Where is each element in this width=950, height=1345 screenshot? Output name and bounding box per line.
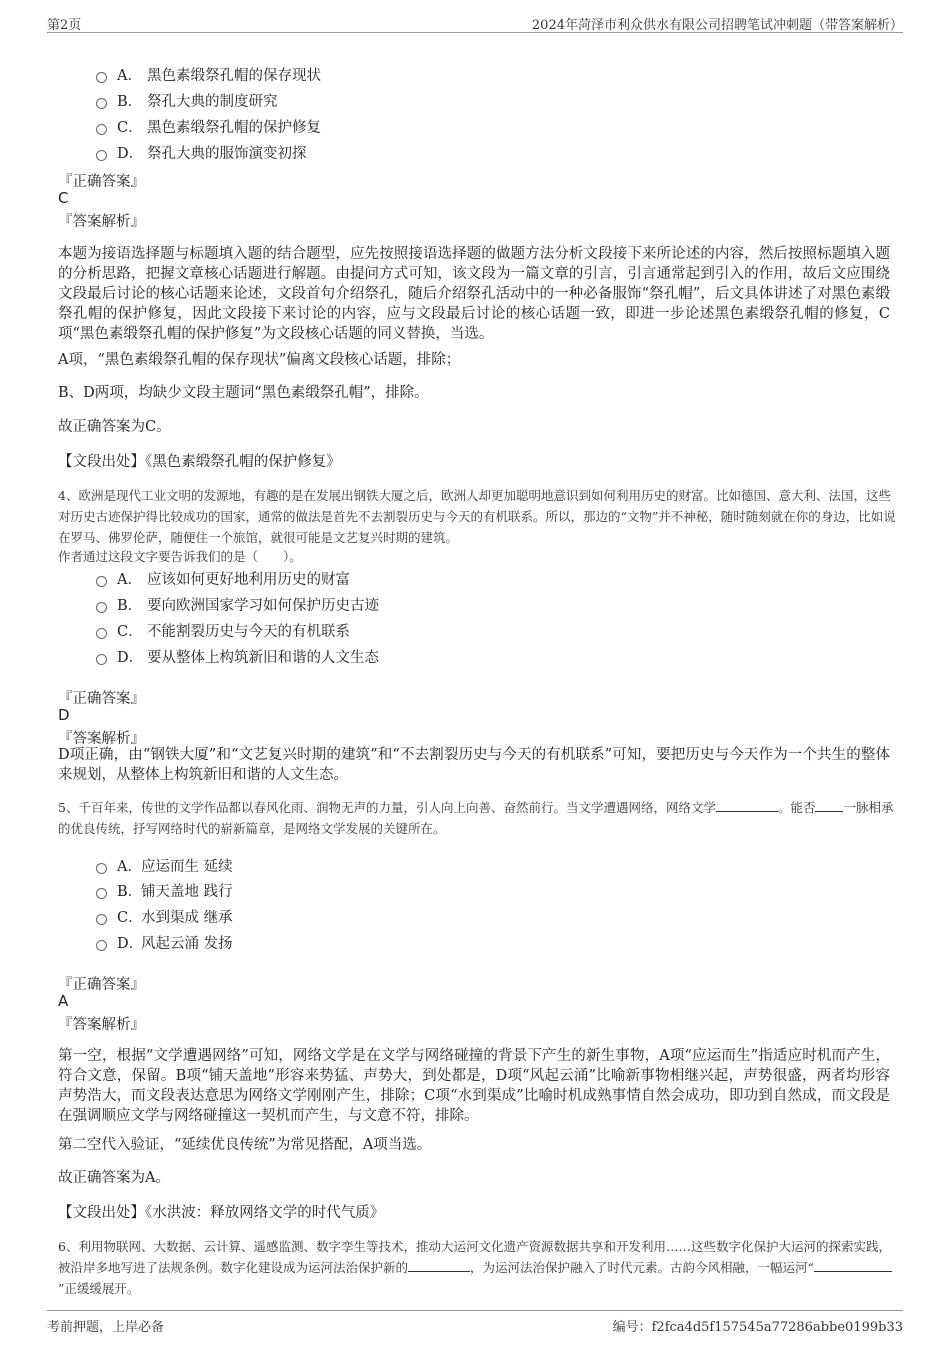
q3-option-d[interactable]: D． 祭孔大典的服饰演变初探 — [96, 141, 307, 163]
radio-icon[interactable] — [96, 863, 107, 874]
q5-option-b[interactable]: B． 铺天盖地 践行 — [96, 879, 233, 901]
q3-correct-answer-label: 『正确答案』 — [58, 174, 145, 190]
page-header — [47, 12, 903, 33]
radio-icon[interactable] — [96, 940, 107, 951]
q3-line-bd: B、D两项，均缺少文段主题词“黑色素缎祭孔帽”，排除。 — [58, 385, 429, 401]
page-number: 第2页 — [47, 18, 82, 33]
q5-answer: A — [58, 992, 69, 1010]
radio-icon[interactable] — [96, 602, 107, 613]
radio-icon[interactable] — [96, 124, 107, 135]
q3-source: 【文段出处】《黑色素缎祭孔帽的保护修复》 — [58, 454, 341, 470]
q4-option-d[interactable]: D． 要从整体上构筑新旧和谐的人文生态 — [96, 645, 379, 667]
footer-slogan: 考前押题，上岸必备 — [47, 1320, 165, 1335]
radio-icon[interactable] — [96, 888, 107, 899]
blank-2[interactable] — [815, 797, 843, 812]
document-title: 2024年菏泽市利众供水有限公司招聘笔试冲刺题（带答案解析） — [531, 18, 903, 33]
radio-icon[interactable] — [96, 98, 107, 109]
q5-analysis: 第一空，根据“文学遭遇网络”可知，网络文学是在文学与网络碰撞的背景下产生的新生事物，A项“应运而生”指适应时机而产生，符合文意，保留。B项“铺天盖地”形容来势猛、声势大，到处都是，D项“风起云涌”比喻新事物相继兴起，声势很盛，两者均形容声势浩大，而文段表达意思为网络文学刚刚产生，排除；C项“水到渠成”比喻时机成熟事情自然会成功，即功到自然成，而文段是在强调顺应文学与网络碰撞这一契机而产生，与文意不符，排除。 — [58, 1048, 890, 1124]
q4-analysis-label: 『答案解析』 — [58, 731, 145, 747]
q4-correct-answer-label: 『正确答案』 — [58, 691, 145, 707]
q5-option-c[interactable]: C． 水到渠成 继承 — [96, 905, 233, 927]
q5-conclusion: 故正确答案为A。 — [58, 1170, 170, 1186]
q3-conclusion: 故正确答案为C。 — [58, 419, 171, 435]
q4-option-a[interactable]: A． 应该如何更好地利用历史的财富 — [96, 567, 350, 589]
q3-line-a: A项，“黑色素缎祭孔帽的保存现状”偏离文段核心话题，排除； — [58, 352, 461, 368]
q4-option-b[interactable]: B． 要向欧洲国家学习如何保护历史古迹 — [96, 593, 379, 615]
q5-analysis-label: 『答案解析』 — [58, 1017, 145, 1033]
blank-1[interactable] — [716, 797, 778, 812]
radio-icon[interactable] — [96, 72, 107, 83]
q4-option-c[interactable]: C． 不能割裂历史与今天的有机联系 — [96, 619, 350, 641]
radio-icon[interactable] — [96, 576, 107, 587]
q3-option-a[interactable]: A． 黑色素缎祭孔帽的保存现状 — [96, 63, 321, 85]
radio-icon[interactable] — [96, 628, 107, 639]
q4-analysis: D项正确，由“钢铁大厦”和“文艺复兴时期的建筑”和“不去割裂历史与今天的有机联系”可知，要把历史与今天作为一个共生的整体来规划，从整体上构筑新旧和谐的人文生态。 — [58, 747, 890, 783]
q5-source: 【文段出处】《水洪波：释放网络文学的时代气质》 — [58, 1205, 385, 1221]
q3-analysis: 本题为接语选择题与标题填入题的结合题型，应先按照接语选择题的做题方法分析文段接下来所论述的内容，然后按照标题填入题的分析思路，把握文章核心话题进行解题。由提问方式可知，该文段为一篇文章的引言，引言通常起到引入的作用，故后文应围绕文段最后讨论的核心话题来论述，文段首句介绍祭孔，随后介绍祭孔活动中的一种必备服饰“祭孔帽”，后文具体讲述了对黑色素缎祭孔帽的保护修复，因此文段接下来讨论的内容，应与文段最后讨论的核心话题一致，即进一步论述黑色素缎祭孔帽的修复，C项“黑色素缎祭孔帽的保护修复”为文段核心话题的同义替换，当选。 — [58, 246, 890, 342]
q5-stem: 5、千百年来，传世的文学作品都以春风化雨、润物无声的力量，引人向上向善、奋然前行。当文学遭遇网络，网络文学 。能否 一脉相承的优良传统，抒写网络时代的崭新篇章，是网络文学发展的关键所在。 — [58, 797, 898, 839]
q4-stem: 4、欧洲是现代工业文明的发源地，有趣的是在发展出钢铁大厦之后，欧洲人却更加聪明地意识到如何利用历史的财富。比如德国、意大利、法国，这些对历史古迹保护得比较成功的国家，通常的做法是首先不去割裂历史与今天的有机联系。所以，那边的“文物”并不神秘，随时随刻就在你的身边，比如说在罗马、佛罗伦萨，随便住一个旅馆，就很可能是文艺复兴时期的建筑。 — [58, 488, 896, 545]
q5-option-d[interactable]: D． 风起云涌 发扬 — [96, 931, 233, 953]
document-id: 编号：f2fca4d5f157545a77286abbe0199b33 — [612, 1320, 903, 1335]
q3-answer: C — [58, 189, 69, 207]
q5-second-blank: 第二空代入验证，“延续优良传统”为常见搭配，A项当选。 — [58, 1137, 432, 1153]
radio-icon[interactable] — [96, 914, 107, 925]
q3-analysis-label: 『答案解析』 — [58, 214, 145, 230]
page-footer — [47, 1310, 903, 1335]
blank-2[interactable] — [814, 1257, 892, 1272]
q5-correct-answer-label: 『正确答案』 — [58, 977, 145, 993]
q5-option-a[interactable]: A． 应运而生 延续 — [96, 854, 233, 876]
q3-option-c[interactable]: C． 黑色素缎祭孔帽的保护修复 — [96, 115, 321, 137]
q6-stem: 6、利用物联网、大数据、云计算、遥感监测、数字孪生等技术，推动大运河文化遗产资源数据共享和开发利用……这些数字化保护大运河的探索实践，被沿岸多地写进了法规条例。数字化建设成为运河法治保护新的 ，为运河法治保护融入了时代元素。古韵今风相融，一幅运河“”正缓缓展开。 — [58, 1239, 891, 1296]
q4-prompt: 作者通过这段文字要告诉我们的是（ ）。 — [58, 549, 302, 564]
blank-1[interactable] — [408, 1257, 470, 1272]
q3-option-b[interactable]: B． 祭孔大典的制度研究 — [96, 89, 278, 111]
radio-icon[interactable] — [96, 654, 107, 665]
q4-answer: D — [58, 706, 70, 724]
radio-icon[interactable] — [96, 150, 107, 161]
